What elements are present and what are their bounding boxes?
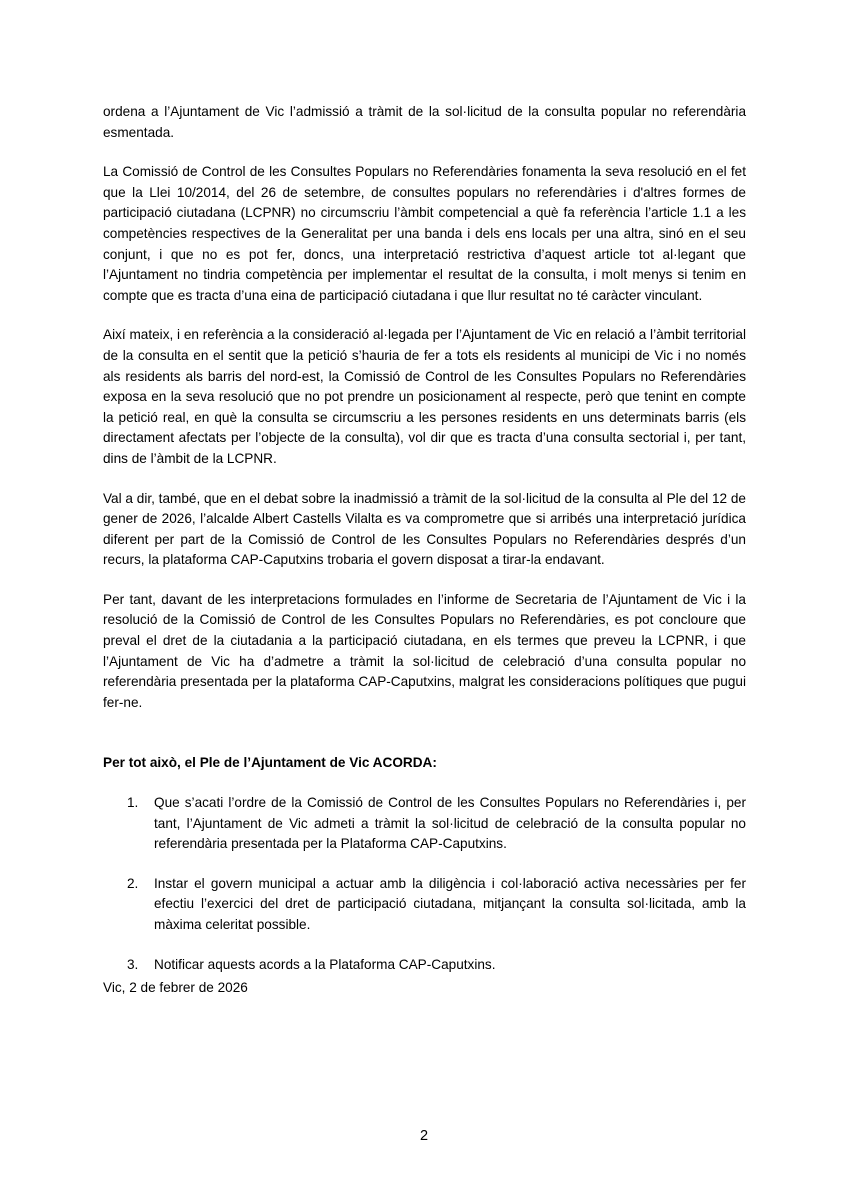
paragraph-2: La Comissió de Control de les Consultes Populars no Referendàries fonamenta la seva resolució en el fet que la Llei 10/2014, del 26 de setembre, de consultes populars no referendàries i d'altres formes de participació ciutadana (LCPNR) no circumscriu l’àmbit competencial a què fa referència l’article 1.1 a les competències respectives de la Generalitat per una banda i dels ens locals per una altra, sinó en el seu conjunt, i que no es pot fer, doncs, una interpretació restrictiva d’aquest article tot al·legant que l’Ajuntament no tindria competència per implementar el resultat de la consulta, i molt menys si tenim en compte que es tracta d’una eina de participació ciutadana i que llur resultat no té caràcter vinculant.: [103, 164, 746, 303]
paragraph-5: Per tant, davant de les interpretacions formulades en l’informe de Secretaria de l’Ajuntament de Vic i la resolució de la Comissió de Control de les Consultes Populars no Referendàries, es pot concloure que preval el dret de la ciutadania a la participació ciutadana, en els termes que preveu la LCPNR, i que l’Ajuntament de Vic ha d’admetre a tràmit la sol·licitud de celebració d’una consulta popular no referendària presentada per la plataforma CAP-Caputxins, malgrat les consideracions polítiques que pugui fer-ne.: [103, 591, 746, 710]
agreements-heading: Per tot això, el Ple de l’Ajuntament de Vic ACORDA:: [103, 755, 437, 771]
signature-date: Vic, 2 de febrer de 2026: [103, 980, 248, 995]
agreement-number: 3.: [127, 956, 139, 972]
agreement-text: Que s’acati l’ordre de la Comissió de Control de les Consultes Populars no Referendàries i, per tant, l’Ajuntament de Vic admeti a tràmit la sol·licitud de celebració de la consulta popular no referendària presentada per la Plataforma CAP-Caputxins.: [154, 795, 746, 852]
document-body: [103, 102, 746, 994]
agreement-text: Notificar aquests acords a la Plataforma CAP-Caputxins.: [154, 956, 496, 972]
agreement-item-2: [103, 874, 746, 936]
agreement-item-1: [103, 793, 746, 855]
paragraph-4: Val a dir, també, que en el debat sobre la inadmissió a tràmit de la sol·licitud de la consulta al Ple del 12 de gener de 2026, l’alcalde Albert Castells Vilalta es va comprometre que si arribés una interpretació jurídica diferent per part de la Comissió de Control de les Consultes Populars no Referendàries després d’un recurs, la plataforma CAP-Caputxins trobaria el govern disposat a tirar-la endavant.: [103, 490, 746, 568]
agreements-list: [103, 793, 746, 975]
paragraph-1: ordena a l’Ajuntament de Vic l’admissió a tràmit de la sol·licitud de la consulta popular no referendària esmentada.: [103, 104, 746, 140]
agreement-item-3: [103, 955, 746, 976]
paragraph-3: Així mateix, i en referència a la consideració al·legada per l’Ajuntament de Vic en relació a l’àmbit territorial de la consulta en el sentit que la petició s’hauria de fer a tots els residents al municipi de Vic i no només als residents als barris del nord-est, la Comissió de Control de les Consultes Populars no Referendàries exposa en la seva resolució que no pot prendre un posicionament al respecte, però que tenint en compte la petició real, en què la consulta se circumscriu a les persones residents en uns determinats barris (els directament afectats per l’objecte de la consulta), vol dir que es tracta d’una consulta sectorial i, per tant, dins de l’àmbit de la LCPNR.: [103, 327, 746, 466]
agreement-number: 2.: [127, 875, 139, 891]
agreement-number: 1.: [127, 795, 139, 811]
agreement-text: Instar el govern municipal a actuar amb la diligència i col·laboració activa necessàries per fer efectiu l’exercici del dret de participació ciutadana, mitjançant la consulta sol·licitada, amb la màxima celeritat possible.: [154, 875, 746, 932]
page-number: 2: [419, 1128, 429, 1144]
